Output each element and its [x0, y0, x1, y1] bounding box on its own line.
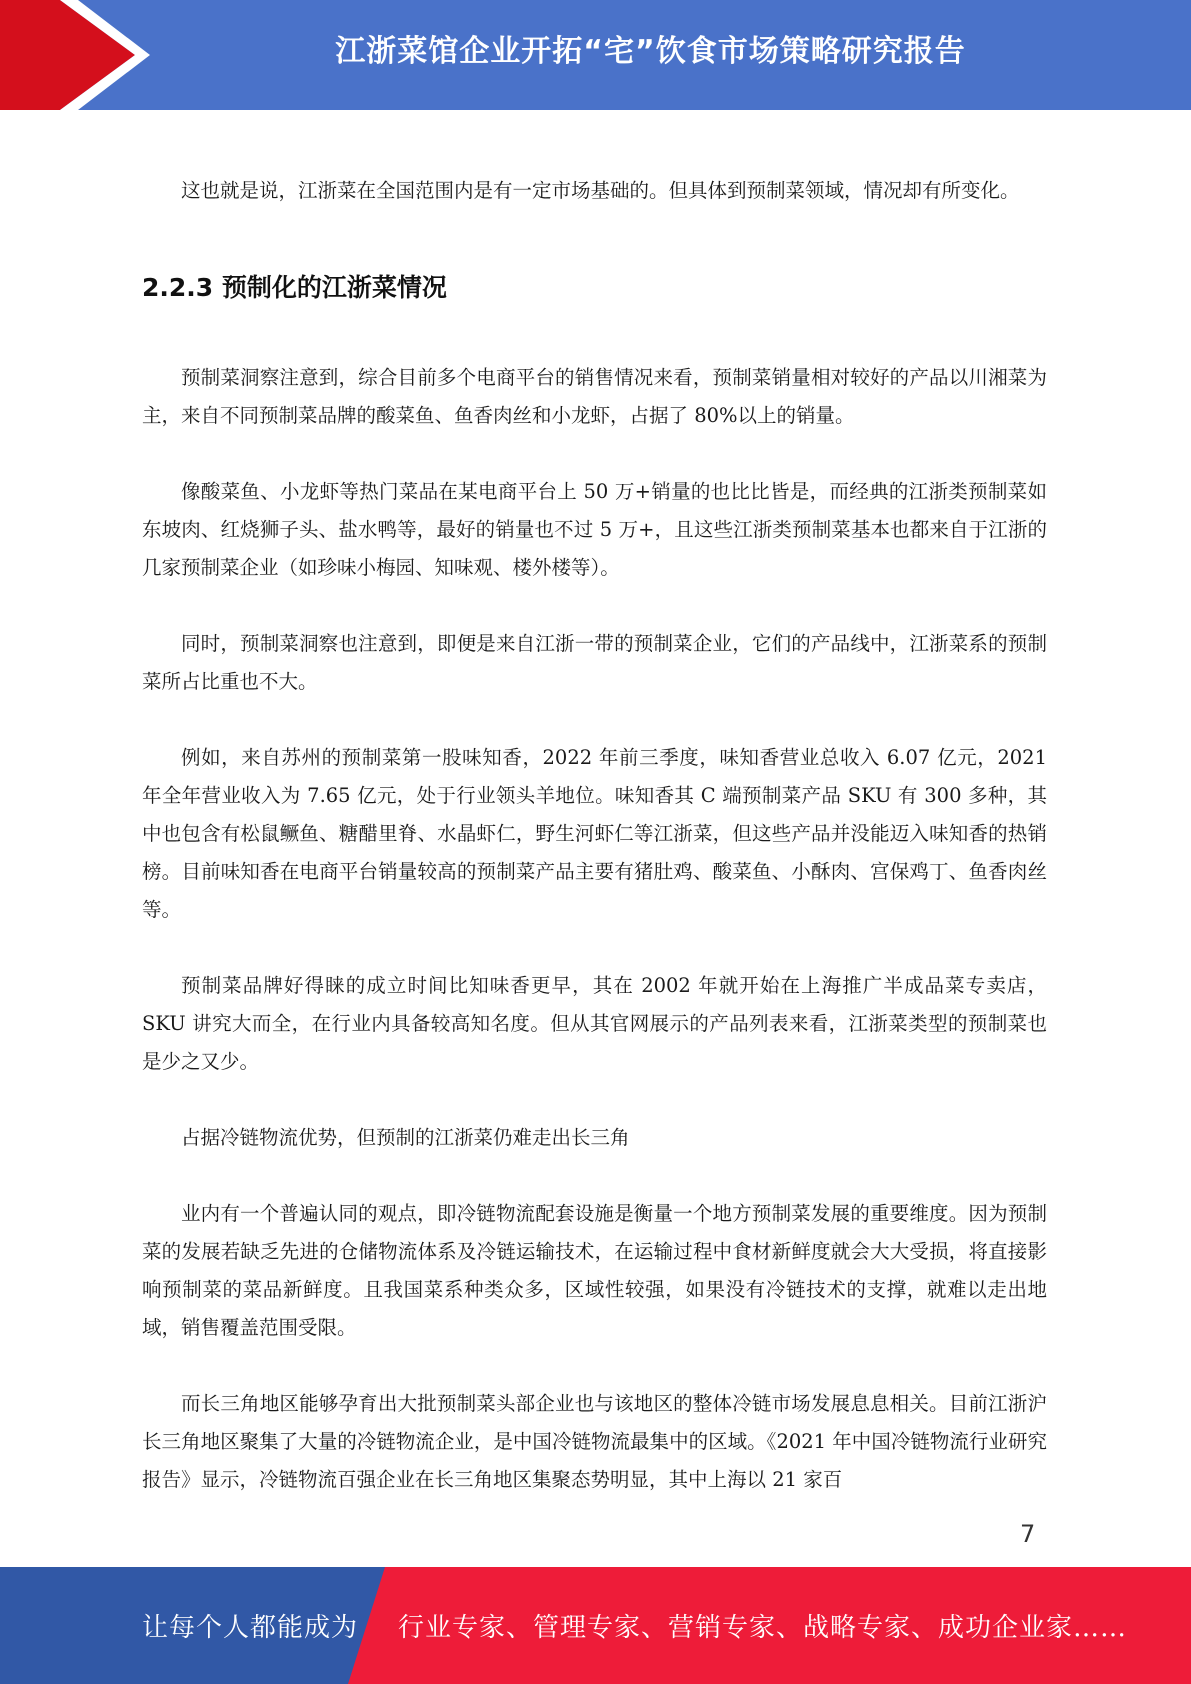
subheading-paragraph: 占据冷链物流优势，但预制的江浙菜仍难走出长三角 — [181, 1126, 630, 1149]
section-heading: 2.2.3 预制化的江浙菜情况 — [142, 273, 447, 302]
footer-slogan-right: 行业专家、管理专家、营销专家、战略专家、成功企业家…… — [398, 1613, 1128, 1643]
page-number: 7 — [1020, 1520, 1036, 1548]
page-header — [0, 0, 1191, 110]
paragraph: 而长三角地区能够孕育出大批预制菜头部企业也与该地区的整体冷链市场发展息息相关。目前江浙沪长三角地区聚集了大量的冷链物流企业，是中国冷链物流最集中的区域。《2021 年中国冷链物流行业研究报告》显示，冷链物流百强企业在长三角地区集聚态势明显，其中上海以 21 家百 — [142, 1392, 1047, 1491]
paragraph: 预制菜品牌好得睐的成立时间比知味香更早，其在 2002 年就开始在上海推广半成品菜专卖店，SKU 讲究大而全，在行业内具备较高知名度。但从其官网展示的产品列表来看，江浙菜类型的预制菜也是少之又少。 — [142, 974, 1047, 1073]
paragraph: 这也就是说，江浙菜在全国范围内是有一定市场基础的。但具体到预制菜领域，情况却有所变化。 — [181, 179, 1020, 202]
report-title: 江浙菜馆企业开拓“宅”饮食市场策略研究报告 — [335, 34, 966, 69]
paragraph: 同时，预制菜洞察也注意到，即便是来自江浙一带的预制菜企业，它们的产品线中，江浙菜系的预制菜所占比重也不大。 — [142, 632, 1047, 693]
paragraph: 像酸菜鱼、小龙虾等热门菜品在某电商平台上 50 万+销量的也比比皆是，而经典的江浙类预制菜如东坡肉、红烧狮子头、盐水鸭等，最好的销量也不过 5 万+，且这些江浙类预制菜基本也都来自于江浙的几家预制菜企业（如珍味小梅园、知味观、楼外楼等）。 — [142, 480, 1047, 579]
paragraph: 例如，来自苏州的预制菜第一股味知香，2022 年前三季度，味知香营业总收入 6.07 亿元，2021 年全年营业收入为 7.65 亿元，处于行业领头羊地位。味知香其 C 端预制菜产品 SKU 有 300 多种，其中也包含有松鼠鳜鱼、糖醋里脊、水晶虾仁，野生河虾仁等江浙菜，但这些产品并没能迈入味知香的热销榜。目前味知香在电商平台销量较高的预制菜产品主要有猪肚鸡、酸菜鱼、小酥肉、宫保鸡丁、鱼香肉丝等。 — [142, 746, 1047, 921]
page-footer — [0, 1567, 1191, 1684]
page-content — [142, 172, 1047, 1537]
paragraph: 预制菜洞察注意到，综合目前多个电商平台的销售情况来看，预制菜销量相对较好的产品以川湘菜为主，来自不同预制菜品牌的酸菜鱼、鱼香肉丝和小龙虾，占据了 80%以上的销量。 — [142, 366, 1047, 427]
header-arrow-decoration — [0, 0, 160, 110]
footer-slogan-left: 让每个人都能成为 — [142, 1613, 359, 1643]
paragraph: 业内有一个普遍认同的观点，即冷链物流配套设施是衡量一个地方预制菜发展的重要维度。因为预制菜的发展若缺乏先进的仓储物流体系及冷链运输技术，在运输过程中食材新鲜度就会大大受损，将直接影响预制菜的菜品新鲜度。且我国菜系种类众多，区域性较强，如果没有冷链技术的支撑，就难以走出地域，销售覆盖范围受限。 — [142, 1202, 1047, 1339]
